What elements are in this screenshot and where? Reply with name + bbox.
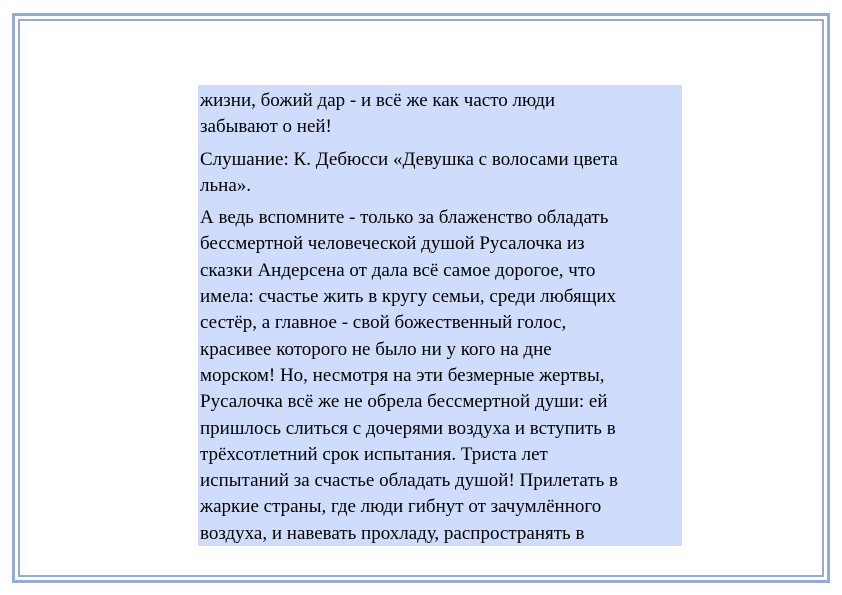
paragraph-listening: Слушание: К. Дебюсси «Девушка с волосами цвета льна».: [200, 148, 618, 196]
text-box: [198, 85, 682, 546]
paragraph-intro-end: жизни, божий дар - и всё же как часто люди забывают о ней!: [200, 90, 556, 138]
paragraph-mermaid: А ведь вспомните - только за блаженство обладать бессмертной человеческой душой Русалочка из сказки Андерсена от дала всё самое дорогое, что имела: счастье жить в кругу семьи, среди любящих сестёр, а главное - свой божественный голос, красивее которого не было ни у кого на дне морском! Но, несмотря на эти безмерные жертвы, Русалочка всё же не обрела бессмертной души: ей пришлось слиться с дочерями воздуха и вступить в трёхсотлетний срок испытания. Триста лет испытаний за счастье обладать душой! Прилетать в жаркие страны, где люди гибнут от зачумлённого воздуха, и навевать прохладу, распространять в: [200, 207, 619, 544]
